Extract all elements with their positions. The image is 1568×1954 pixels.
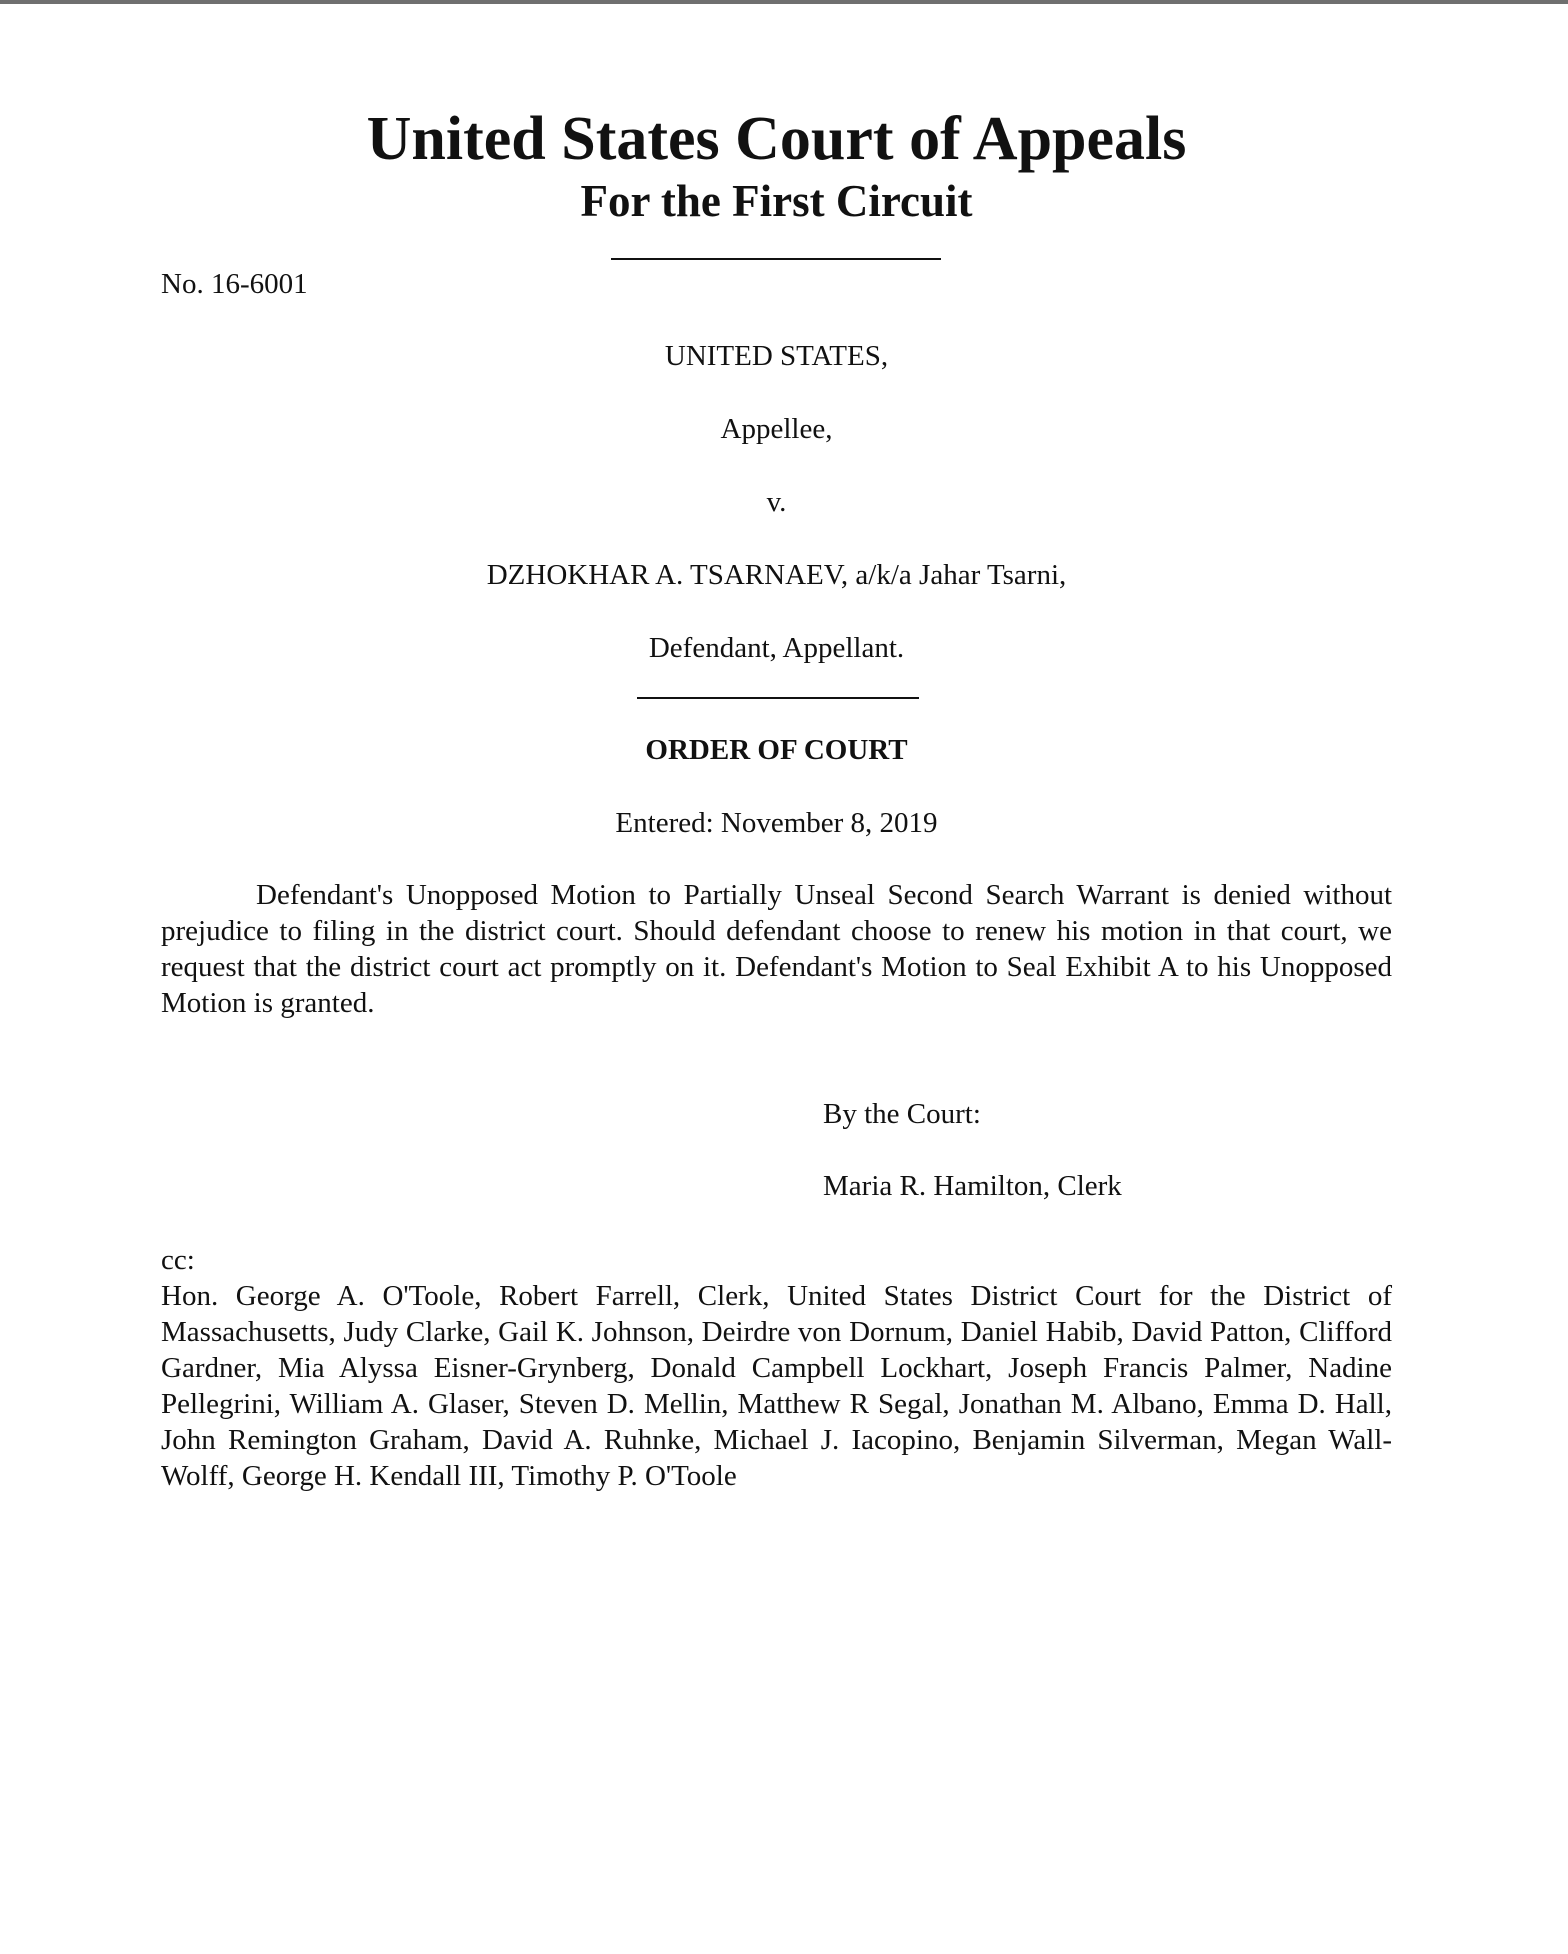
- court-title: United States Court of Appeals: [366, 105, 1187, 173]
- signature-by-line: By the Court:: [823, 1098, 981, 1130]
- entered-date: Entered: November 8, 2019: [615, 807, 938, 839]
- signature-clerk: Maria R. Hamilton, Clerk: [823, 1170, 1122, 1202]
- court-circuit: For the First Circuit: [580, 176, 973, 226]
- header-divider: [611, 258, 941, 260]
- party-appellant-role: Defendant, Appellant.: [648, 632, 905, 664]
- party-appellee-role: Appellee,: [720, 413, 833, 445]
- order-paragraph: Defendant's Unopposed Motion to Partially Unseal Second Search Warrant is denied without prejudice to filing in the district court. Should defendant choose to renew his motion in that court, we request that the district court act promptly on it. Defendant's Motion to Seal Exhibit A to his Unopposed Motion is granted.: [161, 879, 1392, 1019]
- party-appellant: DZHOKHAR A. TSARNAEV, a/k/a Jahar Tsarni,: [486, 559, 1067, 591]
- cc-label: cc:: [161, 1244, 195, 1276]
- case-number: No. 16-6001: [161, 268, 308, 300]
- cc-recipients: Hon. George A. O'Toole, Robert Farrell, Clerk, United States District Court for the District of Massachusetts, Judy Clarke, Gail K. Johnson, Deirdre von Dornum, Daniel Habib, David Patton, Clifford Gardner, Mia Alyssa Eisner-Grynberg, Donald Campbell Lockhart, Joseph Francis Palmer, Nadine Pellegrini, William A. Glaser, Steven D. Mellin, Matthew R Segal, Jonathan M. Albano, Emma D. Hall, John Remington Graham, David A. Ruhnke, Michael J. Iacopino, Benjamin Silverman, Megan Wall-Wolff, George H. Kendall III, Timothy P. O'Toole: [161, 1280, 1392, 1492]
- versus: v.: [766, 486, 787, 518]
- order-heading: ORDER OF COURT: [645, 734, 908, 766]
- caption-divider: [637, 697, 919, 699]
- party-appellee: UNITED STATES,: [664, 340, 889, 372]
